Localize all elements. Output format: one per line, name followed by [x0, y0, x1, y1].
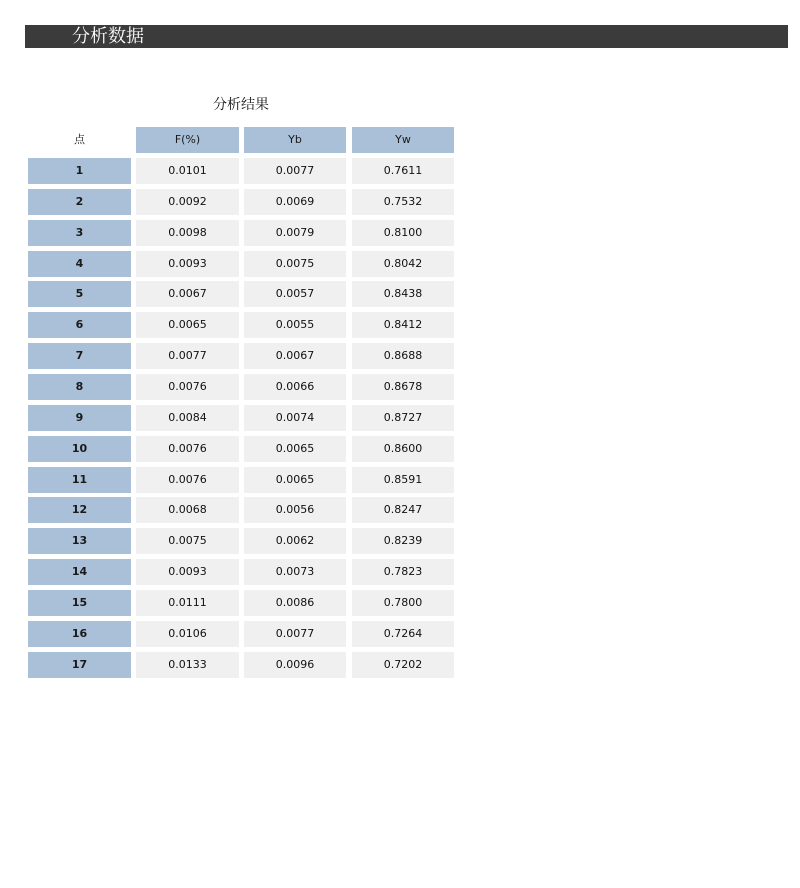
table-cell-yw: 0.7202 — [352, 652, 454, 678]
table-cell-yw: 0.7532 — [352, 189, 454, 215]
table-cell-yw: 0.8591 — [352, 467, 454, 493]
table-cell-f-percent: 0.0093 — [136, 559, 239, 585]
table-cell-f-percent: 0.0067 — [136, 281, 239, 307]
table-cell-f-percent: 0.0077 — [136, 343, 239, 369]
section-title: 分析数据 — [72, 26, 144, 47]
table-cell-yw: 0.8438 — [352, 281, 454, 307]
table-cell-yw: 0.8247 — [352, 497, 454, 523]
table-cell-yw: 0.8688 — [352, 343, 454, 369]
row-index-cell: 5 — [28, 281, 131, 307]
table-title: 分析结果 — [213, 97, 269, 113]
table-cell-f-percent: 0.0076 — [136, 436, 239, 462]
table-cell-yw: 0.8600 — [352, 436, 454, 462]
table-cell-yw: 0.8727 — [352, 405, 454, 431]
table-cell-f-percent: 0.0093 — [136, 251, 239, 277]
table-cell-yw: 0.8678 — [352, 374, 454, 400]
row-index-cell: 8 — [28, 374, 131, 400]
row-index-cell: 9 — [28, 405, 131, 431]
row-index-cell: 4 — [28, 251, 131, 277]
column-header-point: 点 — [74, 133, 85, 146]
table-cell-f-percent: 0.0098 — [136, 220, 239, 246]
table-cell-yw: 0.7611 — [352, 158, 454, 184]
table-cell-yb: 0.0066 — [244, 374, 346, 400]
row-index-cell: 11 — [28, 467, 131, 493]
table-cell-yb: 0.0096 — [244, 652, 346, 678]
row-index-cell: 14 — [28, 559, 131, 585]
table-cell-yb: 0.0062 — [244, 528, 346, 554]
row-index-cell: 7 — [28, 343, 131, 369]
column-header-f-percent: F(%) — [136, 127, 239, 153]
table-cell-f-percent: 0.0084 — [136, 405, 239, 431]
table-cell-f-percent: 0.0065 — [136, 312, 239, 338]
table-cell-yb: 0.0069 — [244, 189, 346, 215]
table-cell-yb: 0.0079 — [244, 220, 346, 246]
table-cell-f-percent: 0.0106 — [136, 621, 239, 647]
column-header-yb: Yb — [244, 127, 346, 153]
table-cell-yw: 0.7823 — [352, 559, 454, 585]
table-cell-yw: 0.8100 — [352, 220, 454, 246]
table-cell-yb: 0.0075 — [244, 251, 346, 277]
table-cell-f-percent: 0.0068 — [136, 497, 239, 523]
table-cell-yb: 0.0055 — [244, 312, 346, 338]
row-index-cell: 1 — [28, 158, 131, 184]
table-cell-f-percent: 0.0076 — [136, 467, 239, 493]
row-index-cell: 2 — [28, 189, 131, 215]
row-index-cell: 16 — [28, 621, 131, 647]
table-cell-f-percent: 0.0075 — [136, 528, 239, 554]
table-cell-yw: 0.7800 — [352, 590, 454, 616]
section-header-bar — [25, 25, 788, 48]
table-cell-f-percent: 0.0076 — [136, 374, 239, 400]
table-cell-yb: 0.0074 — [244, 405, 346, 431]
table-cell-yb: 0.0057 — [244, 281, 346, 307]
column-header-yw: Yw — [352, 127, 454, 153]
row-index-cell: 6 — [28, 312, 131, 338]
table-cell-f-percent: 0.0133 — [136, 652, 239, 678]
row-index-cell: 3 — [28, 220, 131, 246]
table-cell-f-percent: 0.0101 — [136, 158, 239, 184]
row-index-cell: 17 — [28, 652, 131, 678]
table-cell-yw: 0.8412 — [352, 312, 454, 338]
row-index-cell: 12 — [28, 497, 131, 523]
row-index-cell: 15 — [28, 590, 131, 616]
table-cell-yw: 0.7264 — [352, 621, 454, 647]
table-cell-yb: 0.0067 — [244, 343, 346, 369]
table-cell-yb: 0.0077 — [244, 158, 346, 184]
table-cell-yb: 0.0073 — [244, 559, 346, 585]
table-cell-yb: 0.0065 — [244, 436, 346, 462]
table-cell-yb: 0.0065 — [244, 467, 346, 493]
table-cell-yw: 0.8042 — [352, 251, 454, 277]
table-cell-yw: 0.8239 — [352, 528, 454, 554]
table-cell-f-percent: 0.0092 — [136, 189, 239, 215]
table-cell-yb: 0.0086 — [244, 590, 346, 616]
table-cell-f-percent: 0.0111 — [136, 590, 239, 616]
row-index-cell: 13 — [28, 528, 131, 554]
table-cell-yb: 0.0056 — [244, 497, 346, 523]
row-index-cell: 10 — [28, 436, 131, 462]
table-cell-yb: 0.0077 — [244, 621, 346, 647]
